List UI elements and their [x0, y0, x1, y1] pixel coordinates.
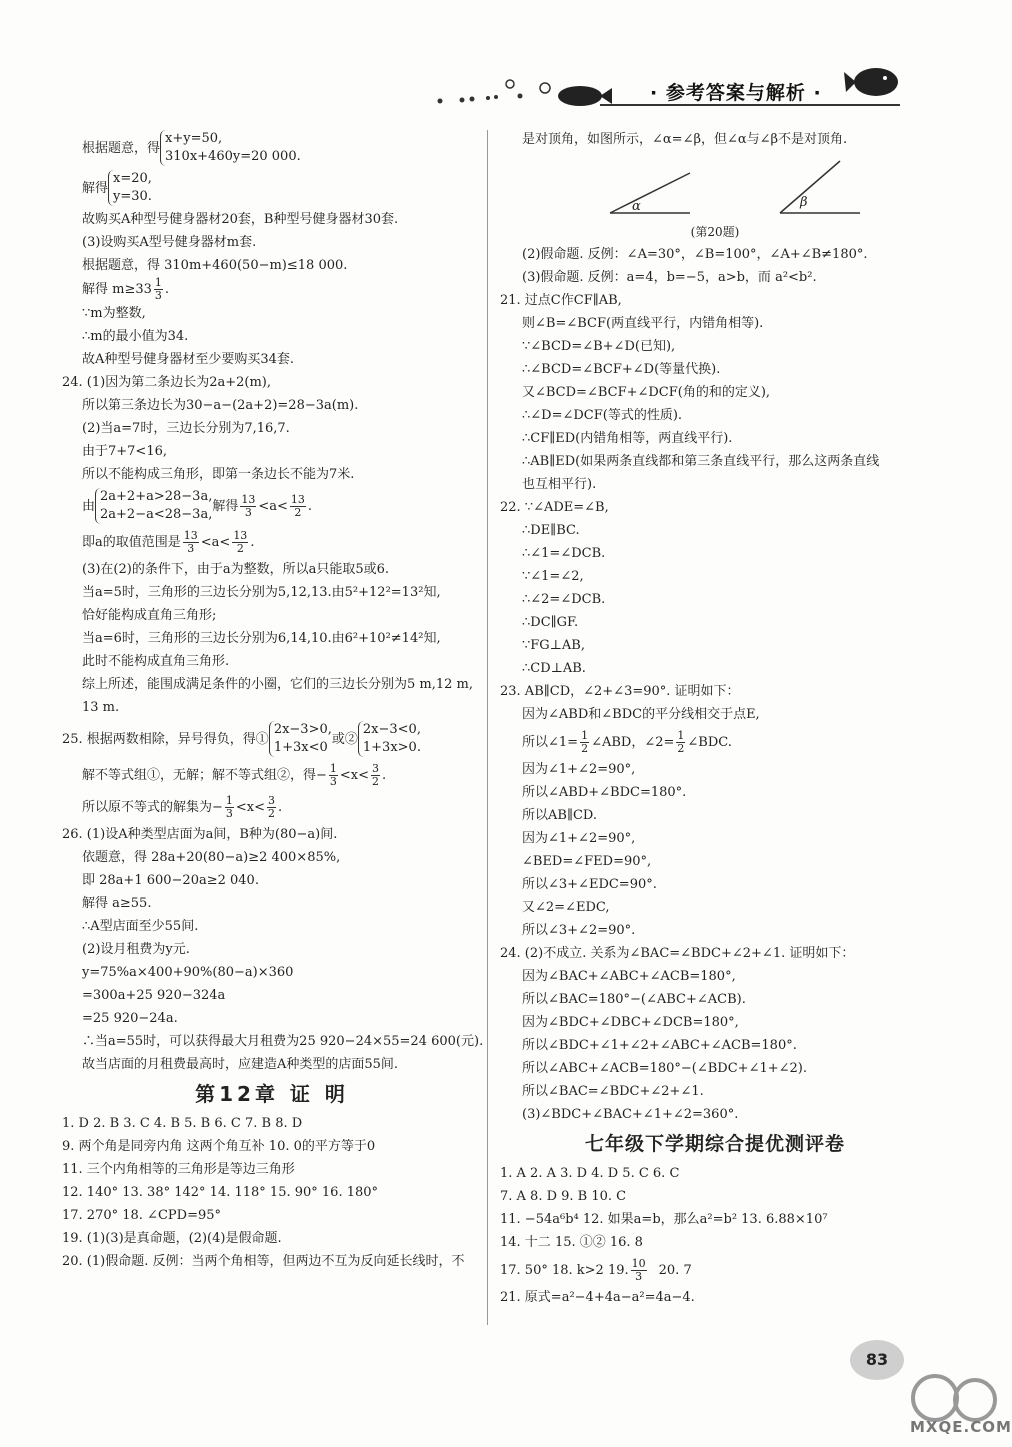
answer-line: 7. A 8. D 9. B 10. C — [500, 1189, 627, 1204]
fraction — [676, 730, 685, 755]
denominator: 3 — [329, 774, 337, 788]
brace-system — [108, 170, 152, 206]
text-line: 所以∠3+∠EDC=90°. — [522, 877, 657, 892]
text-span: 由 — [82, 498, 96, 514]
text-line: ∴∠2=∠DCB. — [522, 592, 606, 607]
equation: 2a+2−a<28−3a, — [100, 507, 213, 522]
text-line: 所以不能构成三角形，即第一条边长不能为7米. — [82, 467, 355, 482]
text-line: 解得 a≥55. — [82, 896, 152, 911]
text-line: ∴CF∥ED(内错角相等，两直线平行). — [522, 431, 733, 446]
text-line: ∴当a=55时，可以获得最大月租费为25 920−24×55=24 600(元). — [82, 1034, 484, 1049]
denominator: 2 — [581, 741, 589, 755]
brace-system — [358, 721, 421, 757]
answer-line — [500, 1254, 930, 1286]
equation: 2x−3>0, — [273, 722, 332, 737]
text-line: 根据题意，得 310m+460(50−m)≤18 000. — [82, 258, 348, 273]
fraction — [240, 494, 256, 519]
text-line: 故当店面的月租费最高时，应建造A种类型的店面55间. — [82, 1057, 399, 1072]
denominator: 2 — [236, 541, 244, 555]
text-line: y=75%a×400+90%(80−a)×360 — [82, 965, 294, 980]
numerator: 1 — [581, 728, 589, 742]
fraction — [371, 763, 380, 788]
test-heading: 七年级下学期综合提优测评卷 — [584, 1133, 845, 1155]
question-24b: 24. (2)不成立. 关系为∠BAC=∠BDC+∠2+∠1. 证明如下： — [500, 946, 855, 961]
text-line: 13 m. — [82, 700, 120, 715]
numerator: 10 — [631, 1256, 646, 1270]
equation-system — [62, 486, 482, 526]
text-line: 也互相平行). — [522, 477, 597, 492]
text-line: 综上所述，能围成满足条件的小圈，它们的三边长分别为5 m,12 m, — [82, 677, 473, 692]
watermark-text: MXQE.COM — [910, 1418, 1012, 1436]
equation: 2x−3<0, — [362, 722, 421, 737]
equation: 2a+2+a>28−3a, — [100, 489, 213, 504]
text-line: ∴∠1=∠DCB. — [522, 546, 606, 561]
text-line: 因为∠BAC+∠ABC+∠ACB=180°, — [522, 969, 736, 984]
text-span: <a< — [258, 498, 288, 514]
text-line: 所以第三条边长为30−a−(2a+2)=28−3a(m). — [82, 398, 359, 413]
text-line: (3)∠BDC+∠BAC+∠1+∠2=360°. — [522, 1107, 739, 1122]
text-line: 又∠BCD=∠BCF+∠DCF(角的和的定义), — [522, 385, 771, 400]
question-25 — [62, 719, 482, 759]
page-number: 83 — [850, 1340, 904, 1380]
text-span: <x< — [235, 799, 266, 815]
text-span: <x< — [339, 767, 370, 783]
column-divider — [487, 130, 488, 1325]
numerator: 13 — [241, 492, 256, 506]
text-span: 解不等式组①，无解；解不等式组②，得− — [82, 767, 327, 783]
right-column — [500, 128, 930, 1309]
brace-system — [160, 130, 301, 166]
text-span: 即a的取值范围是 — [82, 534, 181, 550]
text-span: 25. 根据两数相除，异号得负，得① — [62, 731, 269, 747]
brace-system — [269, 721, 332, 757]
text-line: 所以∠3+∠2=90°. — [522, 923, 636, 938]
numerator: 3 — [268, 793, 276, 807]
text-line: 依题意，得 28a+20(80−a)≥2 400×85%, — [82, 850, 341, 865]
denominator: 2 — [677, 741, 685, 755]
text-span: 或② — [331, 731, 358, 747]
fraction — [154, 277, 163, 302]
answer-line: 12. 140° 13. 38° 142° 14. 118° 15. 90° 16. 180° — [62, 1185, 379, 1200]
numerator: 1 — [154, 276, 162, 289]
fraction — [580, 730, 589, 755]
text-span: ∠BDC. — [687, 734, 732, 750]
equation: x=20, — [113, 171, 152, 186]
equation: 310x+460y=20 000. — [165, 149, 301, 164]
equation-system — [62, 168, 482, 208]
question-21: 21. 过点C作CF∥AB, — [500, 293, 622, 308]
text-line: 因为∠1+∠2=90°, — [522, 762, 636, 777]
fraction — [232, 530, 248, 555]
text-line: ∴DC∥GF. — [522, 615, 579, 630]
text-line: ∴AB∥ED(如果两条直线都和第三条直线平行，那么这两条直线 — [522, 454, 880, 469]
text-line: 当a=5时，三角形的三边长分别为5,12,13.由5²+12²=13²知, — [82, 585, 441, 600]
fraction — [225, 795, 234, 820]
equation: 1+3x<0 — [273, 740, 328, 755]
beta-label: β — [800, 195, 808, 210]
equation: y=30. — [113, 189, 152, 204]
question-22: 22. ∵∠ADE=∠B, — [500, 500, 609, 515]
denominator: 3 — [187, 541, 195, 555]
denominator: 3 — [244, 505, 252, 519]
header-rule — [600, 104, 900, 106]
text-line: =25 920−24a. — [82, 1011, 178, 1026]
denominator: 3 — [154, 289, 162, 302]
numerator: 3 — [372, 761, 380, 775]
text-line: 因为∠BDC+∠DBC+∠DCB=180°, — [522, 1015, 739, 1030]
answer-line: 21. 原式=a²−4+4a−a²=4a−4. — [500, 1290, 695, 1305]
text-line: 当a=6时，三角形的三边长分别为6,14,10.由6²+10²≠14²知, — [82, 631, 441, 646]
text-line: ∵∠BCD=∠B+∠D(已知), — [522, 339, 676, 354]
fraction — [631, 1258, 647, 1283]
text-line: (3)设购买A型号健身器材m套. — [82, 235, 257, 250]
text-line: ∵FG⊥AB, — [522, 638, 585, 653]
text-span: 解得 m≥33 — [82, 282, 152, 297]
text-line — [62, 791, 482, 823]
fraction — [183, 530, 199, 555]
numerator: 1 — [329, 761, 337, 775]
text-span: 20. 7 — [658, 1262, 692, 1278]
brace-system — [95, 488, 212, 524]
answer-line: 14. 十二 15. ①② 16. 8 — [500, 1235, 643, 1250]
text-line: ∠BED=∠FED=90°, — [522, 854, 652, 869]
answer-line: 20. (1)假命题. 反例：当两个角相等，但两边不互为反向延长线时，不 — [62, 1254, 465, 1269]
equation: 1+3x>0. — [362, 740, 421, 755]
text-line: 是对顶角，如图所示，∠α=∠β，但∠α与∠β不是对顶角. — [522, 132, 848, 147]
text-line: 根据题意，得 — [82, 140, 161, 156]
answer-line: 17. 270° 18. ∠CPD=95° — [62, 1208, 222, 1223]
alpha-label: α — [632, 199, 641, 214]
denominator: 2 — [294, 505, 302, 519]
header-title: · 参考答案与解析 · — [650, 82, 822, 104]
text-line: 解得 — [82, 180, 109, 196]
numerator: 13 — [290, 492, 305, 506]
text-line: ∴m的最小值为34. — [82, 329, 189, 344]
text-span: . — [382, 767, 387, 783]
text-line: 所以∠ABD+∠BDC=180°. — [522, 785, 687, 800]
text-line: ∵m为整数, — [82, 306, 146, 321]
text-line: 所以∠ABC+∠ACB=180°−(∠BDC+∠1+∠2). — [522, 1061, 807, 1076]
fraction — [290, 494, 306, 519]
text-line: 因为∠ABD和∠BDC的平分线相交于点E, — [522, 707, 760, 722]
text-span: 17. 50° 18. k>2 19. — [500, 1262, 629, 1278]
text-line: 因为∠1+∠2=90°, — [522, 831, 636, 846]
denominator: 2 — [268, 806, 276, 820]
text-span: <a< — [200, 534, 231, 550]
text-line — [62, 277, 482, 302]
text-line: (2)设月租费为y元. — [82, 942, 190, 957]
equation: x+y=50, — [165, 131, 223, 146]
figure-caption: (第20题) — [690, 225, 740, 239]
text-line: 由于7+7<16, — [82, 444, 168, 459]
answer-line: 11. −54a⁶b⁴ 12. 如果a=b，那么a²=b² 13. 6.88×10⁷ — [500, 1212, 828, 1227]
text-line: (3)在(2)的条件下，由于a为整数，所以a只能取5或6. — [82, 562, 390, 577]
header-decoration — [0, 0, 1000, 125]
equation-system — [62, 128, 482, 168]
text-line — [62, 759, 482, 791]
text-span: . — [278, 799, 283, 815]
text-line — [62, 526, 482, 558]
fraction — [329, 763, 338, 788]
text-line: 故购买A种型号健身器材20套，B种型号健身器材30套. — [82, 212, 399, 227]
denominator: 3 — [225, 806, 233, 820]
text-line: (3)假命题. 反例：a=4，b=−5，a>b，而 a²<b². — [522, 270, 817, 285]
text-span: 所以∠1= — [522, 734, 579, 750]
question-23: 23. AB∥CD，∠2+∠3=90°. 证明如下： — [500, 684, 740, 699]
text-line: ∴A型店面至少55间. — [82, 919, 199, 934]
question-24: 24. (1)因为第二条边长为2a+2(m), — [62, 375, 272, 390]
text-line: 所以∠BAC=∠BDC+∠2+∠1. — [522, 1084, 704, 1099]
page-header — [0, 0, 1000, 125]
text-line: ∴∠D=∠DCF(等式的性质). — [522, 408, 683, 423]
denominator: 2 — [372, 774, 380, 788]
text-line: (2)假命题. 反例：∠A=30°，∠B=100°，∠A+∠B≠180°. — [522, 247, 868, 262]
text-line: ∴∠BCD=∠BCF+∠D(等量代换). — [522, 362, 721, 377]
text-line: 即 28a+1 600−20a≥2 040. — [82, 873, 259, 888]
text-line: 所以AB∥CD. — [522, 808, 597, 823]
text-line: ∴CD⊥AB. — [522, 661, 586, 676]
text-line: ∵∠1=∠2, — [522, 569, 584, 584]
text-span: 所以原不等式的解集为− — [82, 799, 223, 815]
numerator: 1 — [225, 793, 233, 807]
text-span: . — [250, 534, 255, 550]
denominator: 3 — [635, 1269, 643, 1283]
chapter-heading: 第12章 证 明 — [195, 1082, 349, 1106]
text-line: (2)当a=7时，三边长分别为7,16,7. — [82, 421, 290, 436]
numerator: 13 — [183, 528, 198, 542]
text-line: 故A种型号健身器材至少要购买34套. — [82, 352, 295, 367]
text-line: 所以∠BAC=180°−(∠ABC+∠ACB). — [522, 992, 746, 1007]
answer-line: 9. 两个角是同旁内角 这两个角互补 10. 0的平方等于0 — [62, 1139, 376, 1154]
text-span: . — [164, 282, 170, 297]
text-line — [500, 726, 930, 758]
text-line: 恰好能构成直角三角形; — [82, 608, 217, 623]
answer-line: 1. A 2. A 3. D 4. D 5. C 6. C — [500, 1166, 680, 1181]
figure-20 — [500, 151, 930, 221]
text-span: ∠ABD，∠2= — [591, 734, 675, 750]
text-span: 解得 — [212, 498, 239, 514]
answer-line: 1. D 2. B 3. C 4. B 5. B 6. C 7. B 8. D — [62, 1116, 303, 1131]
text-line: 所以∠BDC+∠1+∠2+∠ABC+∠ACB=180°. — [522, 1038, 797, 1053]
fraction — [267, 795, 276, 820]
numerator: 1 — [677, 728, 685, 742]
angle-figure — [500, 151, 930, 221]
question-26: 26. (1)设A种类型店面为a间，B种为(80−a)间. — [62, 827, 338, 842]
text-line: 又∠2=∠EDC, — [522, 900, 610, 915]
left-column — [62, 128, 482, 1273]
answer-line: 19. (1)(3)是真命题，(2)(4)是假命题. — [62, 1231, 282, 1246]
answer-line: 11. 三个内角相等的三角形是等边三角形 — [62, 1162, 295, 1177]
numerator: 13 — [233, 528, 248, 542]
text-line: ∴DE∥BC. — [522, 523, 580, 538]
text-span: . — [307, 498, 313, 514]
text-line: 则∠B=∠BCF(两直线平行，内错角相等). — [522, 316, 764, 331]
text-line: =300a+25 920−324a — [82, 988, 226, 1003]
text-line: 此时不能构成直角三角形. — [82, 654, 230, 669]
